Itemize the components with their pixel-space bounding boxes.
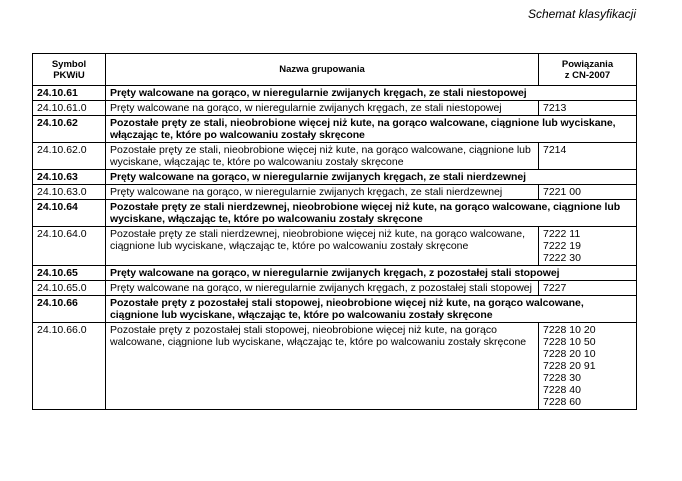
group-name-cell: Pręty walcowane na gorąco, w nieregularnie zwijanych kręgach, z pozostałej stali stopowej: [106, 266, 637, 281]
group-name-cell: Pręty walcowane na gorąco, w nieregularnie zwijanych kręgach, ze stali nierdzewnej: [106, 170, 637, 185]
symbol-cell: 24.10.62.0: [33, 143, 106, 170]
item-row: [33, 143, 637, 170]
column-header-name: Nazwa grupowania: [106, 54, 539, 86]
group-name-cell: Pozostałe pręty ze stali nierdzewnej, nieobrobione więcej niż kute, na gorąco walcowane, ciągnione lub wyciskane, włączając te, które po walcowaniu zostały skręcone: [106, 200, 637, 227]
symbol-cell: 24.10.66: [33, 296, 106, 323]
name-cell: Pozostałe pręty ze stali, nieobrobione więcej niż kute, na gorąco walcowane, ciągnione lub wyciskane, włączając te, które po walcowaniu zostały skręcone: [106, 143, 539, 170]
symbol-cell: 24.10.65: [33, 266, 106, 281]
name-cell: Pręty walcowane na gorąco, w nieregularnie zwijanych kręgach, z pozostałej stali stopowej: [106, 281, 539, 296]
group-row: [33, 266, 637, 281]
cn-codes-cell: 7214: [539, 143, 637, 170]
cn-codes-cell: 7213: [539, 101, 637, 116]
symbol-cell: 24.10.64: [33, 200, 106, 227]
cn-codes-cell: 7228 10 20 7228 10 50 7228 20 10 7228 20 91 7228 30 7228 40 7228 60: [539, 323, 637, 410]
symbol-cell: 24.10.61.0: [33, 101, 106, 116]
table-header-row: [33, 54, 637, 86]
name-cell: Pręty walcowane na gorąco, w nieregularnie zwijanych kręgach, ze stali niestopowej: [106, 101, 539, 116]
group-row: [33, 116, 637, 143]
name-cell: Pręty walcowane na gorąco, w nieregularnie zwijanych kręgach, ze stali nierdzewnej: [106, 185, 539, 200]
symbol-cell: 24.10.66.0: [33, 323, 106, 410]
item-row: [33, 101, 637, 116]
name-cell: Pozostałe pręty ze stali nierdzewnej, nieobrobione więcej niż kute, na gorąco walcowane, ciągnione lub wyciskane, włączając te, które po walcowaniu zostały skręcone: [106, 227, 539, 266]
group-row: [33, 200, 637, 227]
group-row: [33, 296, 637, 323]
symbol-cell: 24.10.62: [33, 116, 106, 143]
symbol-cell: 24.10.64.0: [33, 227, 106, 266]
group-name-cell: Pozostałe pręty z pozostałej stali stopowej, nieobrobione więcej niż kute, na gorąco walcowane, ciągnione lub wyciskane, włączając te, które po walcowaniu zostały skręcone: [106, 296, 637, 323]
item-row: [33, 281, 637, 296]
group-name-cell: Pozostałe pręty ze stali, nieobrobione więcej niż kute, na gorąco walcowane, ciągnione lub wyciskane, włączając te, które po walcowaniu zostały skręcone: [106, 116, 637, 143]
cn-codes-cell: 7221 00: [539, 185, 637, 200]
column-header-cn: Powiązania z CN-2007: [539, 54, 637, 86]
symbol-cell: 24.10.61: [33, 86, 106, 101]
table-body: [33, 86, 637, 410]
symbol-cell: 24.10.63.0: [33, 185, 106, 200]
group-name-cell: Pręty walcowane na gorąco, w nieregularnie zwijanych kręgach, ze stali niestopowej: [106, 86, 637, 101]
classification-table: [32, 53, 637, 410]
group-row: [33, 170, 637, 185]
symbol-cell: 24.10.65.0: [33, 281, 106, 296]
symbol-cell: 24.10.63: [33, 170, 106, 185]
page-header: Schemat klasyfikacji: [527, 7, 636, 21]
name-cell: Pozostałe pręty z pozostałej stali stopowej, nieobrobione więcej niż kute, na gorąco walcowane, ciągnione lub wyciskane, włączając te, które po walcowaniu zostały skręcone: [106, 323, 539, 410]
cn-codes-cell: 7222 11 7222 19 7222 30: [539, 227, 637, 266]
item-row: [33, 227, 637, 266]
cn-codes-cell: 7227: [539, 281, 637, 296]
column-header-symbol: Symbol PKWiU: [33, 54, 106, 86]
group-row: [33, 86, 637, 101]
item-row: [33, 323, 637, 410]
item-row: [33, 185, 637, 200]
